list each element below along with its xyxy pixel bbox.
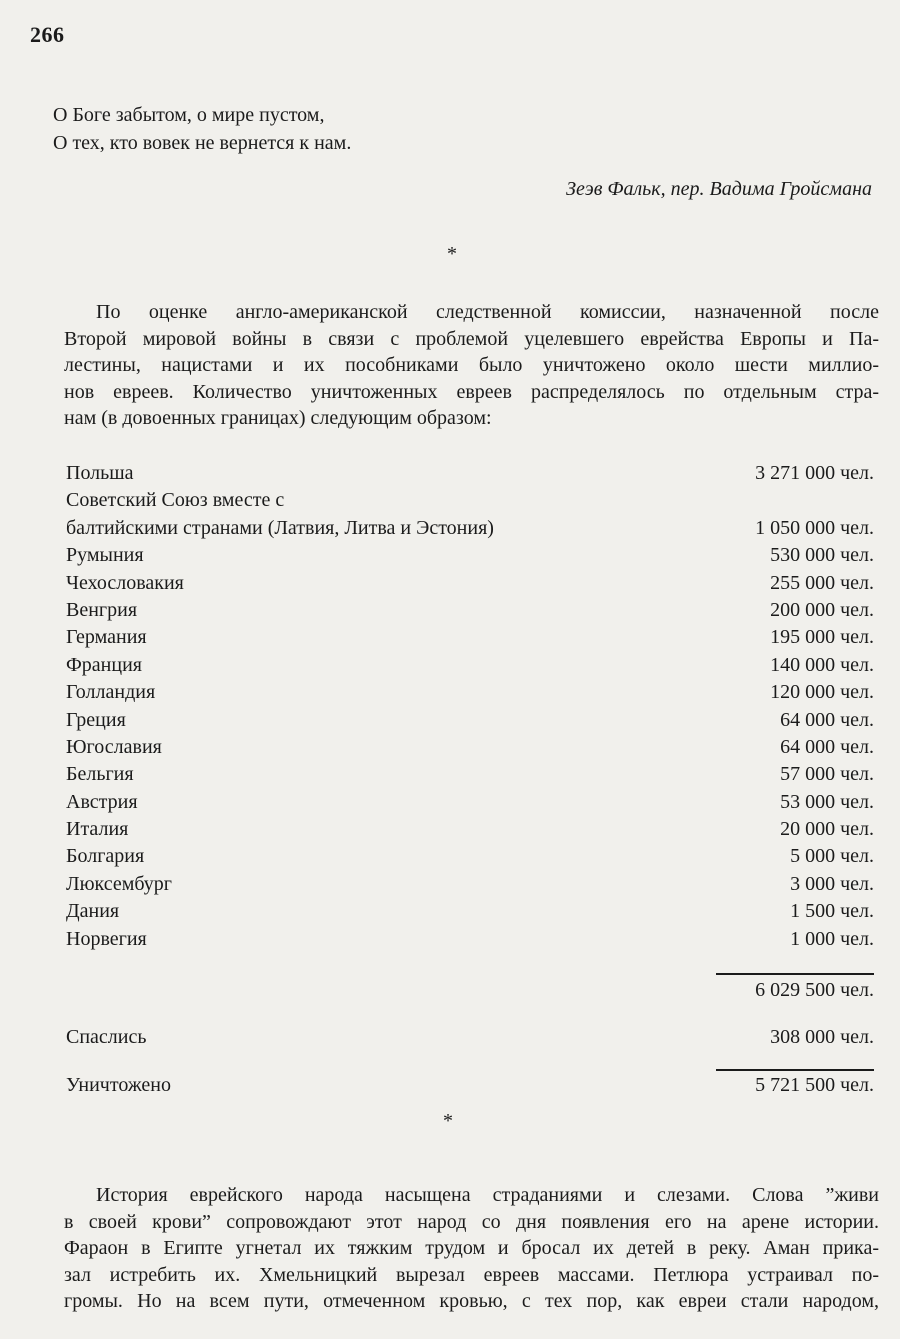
victim-count: 1 500 чел. [790,900,874,923]
victim-count: 20 000 чел. [780,818,874,841]
section-separator-1: * [447,243,457,265]
section-separator-2: * [443,1110,453,1132]
text-line: История еврейского народа насыщена страданиями и слезами. Слова ”живи [96,1184,879,1206]
poem-line-1: О Боге забытом, о мире пустом, [53,104,325,126]
table-row [66,515,874,542]
table-row [66,843,874,870]
table-row [66,707,874,734]
country-name: Дания [66,900,120,923]
table-row [66,898,874,925]
country-name: Югославия [66,735,162,758]
country-name: балтийскими странами (Латвия, Литва и Эстония) [66,516,494,539]
poem-line-2: О тех, кто вовек не вернется к нам. [53,132,352,154]
table-row [66,816,874,843]
country-name: Германия [66,626,147,649]
table-row [66,761,874,788]
saved-row [66,1023,874,1051]
table-row [66,926,874,953]
victim-count: 3 000 чел. [790,872,874,895]
country-name: Бельгия [66,763,134,786]
text-line: нов евреев. Количество уничтоженных евреев распределялось по отдельным стра- [64,380,879,403]
destroyed-count: 5 721 500 чел. [755,1074,874,1096]
destroyed-row [66,1071,874,1099]
table-row [66,789,874,816]
country-name: Норвегия [66,927,147,950]
table-row [66,734,874,761]
poem-excerpt [53,101,351,157]
table-row [66,871,874,898]
sum-rule [716,973,874,975]
text-line: По оценке англо-американской следственной комиссии, назначенной после [96,301,879,323]
text-line: зал истребить их. Хмельницкий вырезал евреев массами. Петлюра устраивал по- [64,1263,879,1286]
victim-count: 140 000 чел. [770,653,874,676]
victim-count: 120 000 чел. [770,681,874,704]
table-row [66,460,874,487]
country-name: Люксембург [66,872,172,895]
victim-count: 1 050 000 чел. [755,516,874,539]
table-row [66,624,874,651]
victim-count: 64 000 чел. [780,735,874,758]
page-number: 266 [30,22,65,47]
country-name: Венгрия [66,598,138,621]
total-row [66,976,874,1004]
victim-count: 530 000 чел. [770,544,874,567]
poem-attribution: Зеэв Фальк, пер. Вадима Гройсмана [566,178,872,200]
table-row [66,542,874,569]
text-line: лестины, нацистами и их пособниками было уничтожено около шести миллио- [64,354,879,376]
country-name: Болгария [66,845,145,868]
victim-count: 64 000 чел. [780,708,874,731]
victim-count: 195 000 чел. [770,626,874,649]
victim-count: 5 000 чел. [790,845,874,868]
table-row [66,597,874,624]
country-name: Италия [66,818,129,841]
victim-count: 53 000 чел. [780,790,874,813]
victim-count: 255 000 чел. [770,571,874,594]
total-count: 6 029 500 чел. [755,979,874,1001]
table-row [66,570,874,597]
text-line: Фараон в Египте угнетал их тяжким трудом и бросал их детей в реку. Аман прика- [64,1237,879,1259]
text-line: Второй мировой войны в связи с проблемой уцелевшего еврейства Европы и Па- [64,327,879,350]
table-row [66,487,874,514]
table-row [66,679,874,706]
victims-by-country-table [66,460,874,953]
destroyed-label: Уничтожено [66,1074,171,1096]
saved-label: Спаслись [66,1026,147,1048]
victim-count: 1 000 чел. [790,927,874,950]
country-name: Чехословакия [66,571,184,594]
text-line: в своей крови” сопровождают этот народ со дня появления его на арене истории. [64,1210,879,1233]
closing-paragraph [64,1182,879,1315]
table-row [66,652,874,679]
victim-count: 3 271 000 чел. [755,462,874,484]
country-name: Голландия [66,681,156,704]
intro-paragraph [64,299,879,432]
country-name: Польша [66,462,134,484]
saved-count: 308 000 чел. [770,1026,874,1048]
country-name: Советский Союз вместе с [66,489,285,512]
victim-count: 57 000 чел. [780,763,874,786]
text-line: громы. Но на всем пути, отмеченном кровью, с тех пор, как евреи стали народом, [64,1290,879,1312]
text-line: нам (в довоенных границах) следующим образом: [64,407,492,429]
country-name: Франция [66,653,142,676]
country-name: Австрия [66,790,138,813]
country-name: Румыния [66,544,144,567]
victim-count: 200 000 чел. [770,598,874,621]
country-name: Греция [66,708,126,731]
